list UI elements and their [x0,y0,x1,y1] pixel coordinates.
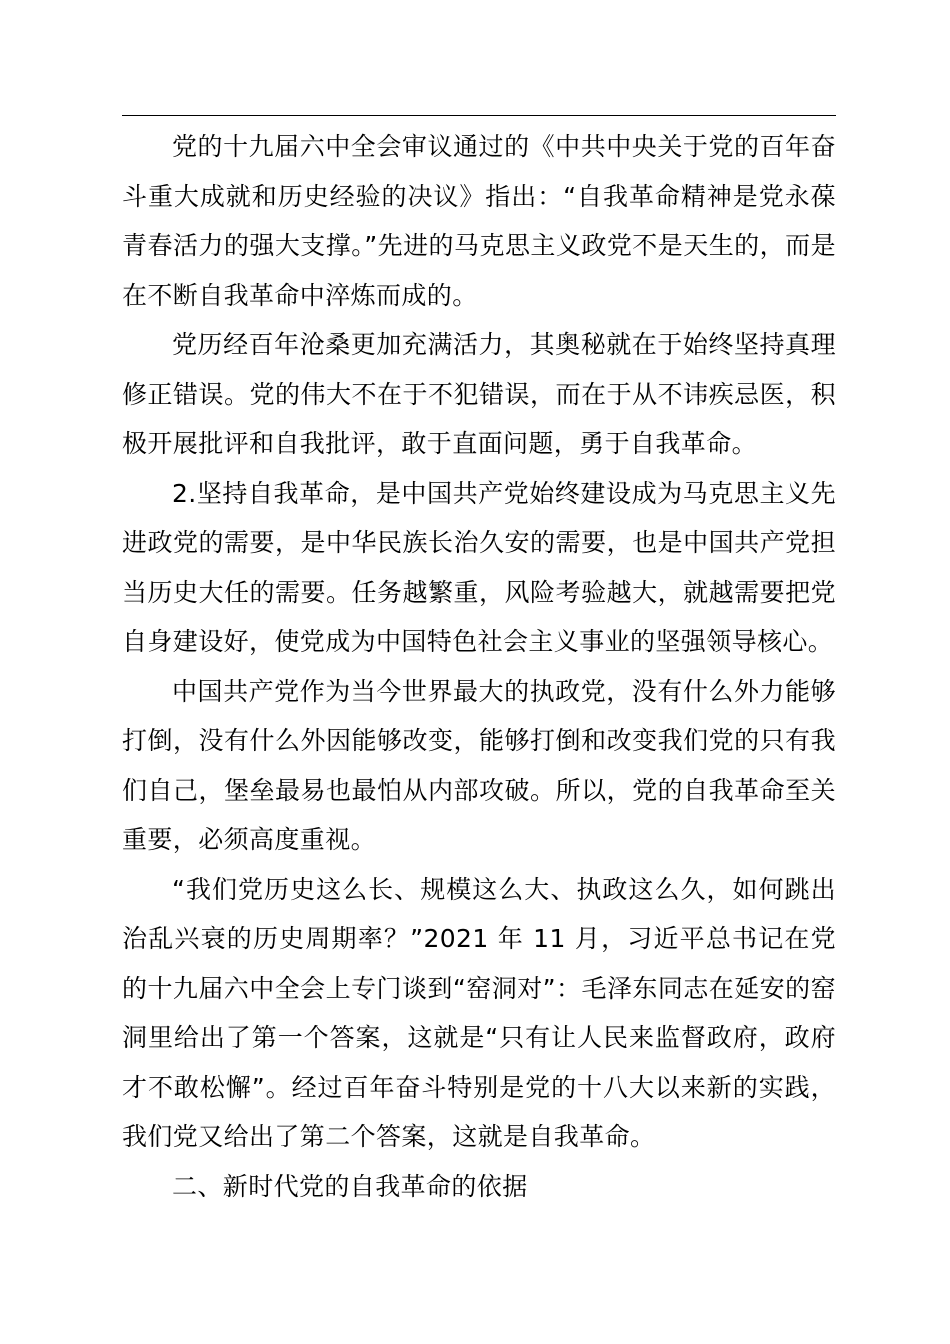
document-body [122,122,836,1211]
header-rule [122,115,836,116]
paragraph-3: 2.坚持自我革命，是中国共产党始终建设成为马克思主义先进政党的需要，是中华民族长治久安的需要，也是中国共产党担当历史大任的需要。任务越繁重，风险考验越大，就越需要把党自身建设好，使党成为中国特色社会主义事业的坚强领导核心。 [122,478,836,656]
paragraph-4: 中国共产党作为当今世界最大的执政党，没有什么外力能够打倒，没有什么外因能够改变，能够打倒和改变我们党的只有我们自己，堡垒最易也最怕从内部攻破。所以，党的自我革命至关重要，必须高度重视。 [122,676,836,854]
paragraph-2: 党历经百年沧桑更加充满活力，其奥秘就在于始终坚持真理修正错误。党的伟大不在于不犯错误，而在于从不讳疾忌医，积极开展批评和自我批评，敢于直面问题，勇于自我革命。 [122,330,836,458]
section-heading: 二、新时代党的自我革命的依据 [172,1171,528,1201]
paragraph-5: “我们党历史这么长、规模这么大、执政这么久，如何跳出治乱兴衰的历史周期率？”2021 年 11 月，习近平总书记在党的十九届六中全会上专门谈到“窑洞对”：毛泽东同志在延安的窑洞里给出了第一个答案，这就是“只有让人民来监督政府，政府才不敢松懈”。经过百年奋斗特别是党的十八大以来新的实践，我们党又给出了第二个答案，这就是自我革命。 [122,874,836,1151]
paragraph-1: 党的十九届六中全会审议通过的《中共中央关于党的百年奋斗重大成就和历史经验的决议》指出：“自我革命精神是党永葆青春活力的强大支撑。”先进的马克思主义政党不是天生的，而是在不断自我革命中淬炼而成的。 [122,132,836,310]
